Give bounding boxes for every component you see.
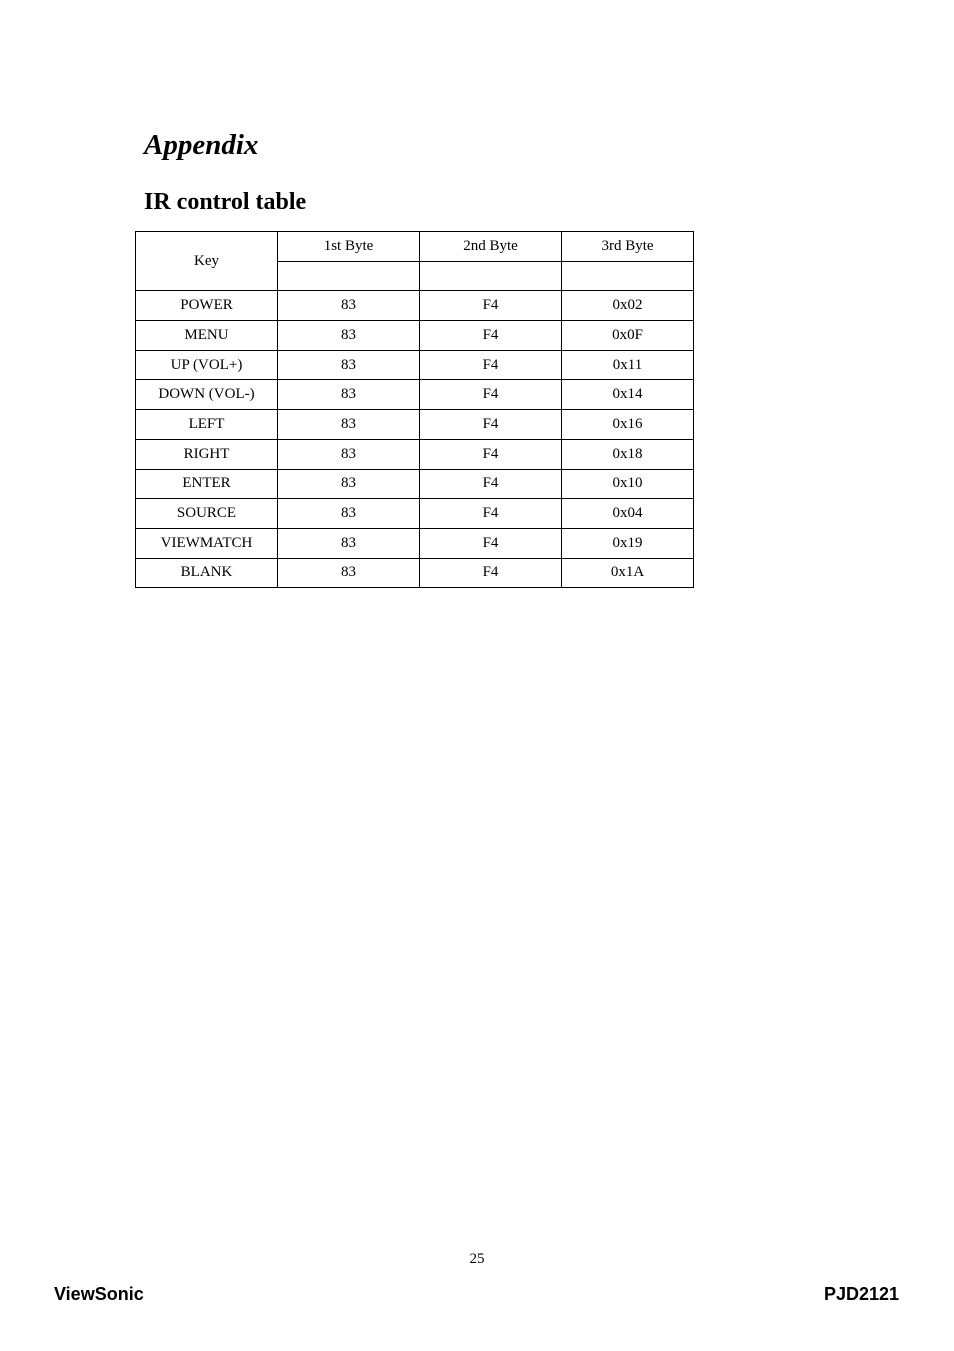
first-byte-cell: 83 (278, 321, 420, 351)
key-cell: BLANK (136, 558, 278, 588)
table-row (136, 380, 694, 410)
section-title: IR control table (144, 189, 307, 215)
key-cell: UP (VOL+) (136, 350, 278, 380)
footer-brand: ViewSonic (54, 1284, 144, 1304)
byte-header: 3rd Byte (562, 232, 694, 262)
table-row (136, 321, 694, 351)
ir-control-table (135, 231, 694, 588)
third-byte-cell: 0x1A (562, 558, 694, 588)
first-byte-cell: 83 (278, 469, 420, 499)
third-byte-cell: 0x16 (562, 410, 694, 440)
table-row (136, 469, 694, 499)
table-row (136, 350, 694, 380)
table-row (136, 410, 694, 440)
second-byte-cell: F4 (420, 380, 562, 410)
third-byte-cell: 0x10 (562, 469, 694, 499)
second-byte-cell: F4 (420, 469, 562, 499)
second-byte-cell: F4 (420, 350, 562, 380)
key-cell: SOURCE (136, 499, 278, 529)
first-byte-cell: 83 (278, 380, 420, 410)
first-byte-cell: 83 (278, 499, 420, 529)
first-byte-cell: 83 (278, 439, 420, 469)
first-byte-cell: 83 (278, 350, 420, 380)
table-header-row (136, 232, 694, 262)
appendix-heading: Appendix (144, 129, 259, 161)
table-row (136, 558, 694, 588)
key-cell: MENU (136, 321, 278, 351)
second-byte-cell: F4 (420, 410, 562, 440)
byte-header: 1st Byte (278, 232, 420, 262)
key-cell: DOWN (VOL-) (136, 380, 278, 410)
second-byte-cell: F4 (420, 558, 562, 588)
table-body (136, 291, 694, 588)
key-header: Key (136, 232, 278, 291)
table-row (136, 291, 694, 321)
third-byte-cell: 0x11 (562, 350, 694, 380)
first-byte-cell: 83 (278, 558, 420, 588)
empty-header-cell (562, 261, 694, 291)
page-number: 25 (469, 1251, 485, 1267)
key-cell: ENTER (136, 469, 278, 499)
first-byte-cell: 83 (278, 410, 420, 440)
third-byte-cell: 0x19 (562, 528, 694, 558)
second-byte-cell: F4 (420, 291, 562, 321)
third-byte-cell: 0x14 (562, 380, 694, 410)
third-byte-cell: 0x0F (562, 321, 694, 351)
second-byte-cell: F4 (420, 439, 562, 469)
third-byte-cell: 0x18 (562, 439, 694, 469)
key-cell: RIGHT (136, 439, 278, 469)
byte-header: 2nd Byte (420, 232, 562, 262)
table-row (136, 499, 694, 529)
second-byte-cell: F4 (420, 321, 562, 351)
third-byte-cell: 0x04 (562, 499, 694, 529)
key-cell: LEFT (136, 410, 278, 440)
second-byte-cell: F4 (420, 528, 562, 558)
table-row (136, 439, 694, 469)
key-cell: VIEWMATCH (136, 528, 278, 558)
empty-header-cell (278, 261, 420, 291)
third-byte-cell: 0x02 (562, 291, 694, 321)
key-cell: POWER (136, 291, 278, 321)
table-row (136, 528, 694, 558)
footer-model: PJD2121 (823, 1284, 899, 1304)
empty-header-cell (420, 261, 562, 291)
first-byte-cell: 83 (278, 291, 420, 321)
first-byte-cell: 83 (278, 528, 420, 558)
second-byte-cell: F4 (420, 499, 562, 529)
